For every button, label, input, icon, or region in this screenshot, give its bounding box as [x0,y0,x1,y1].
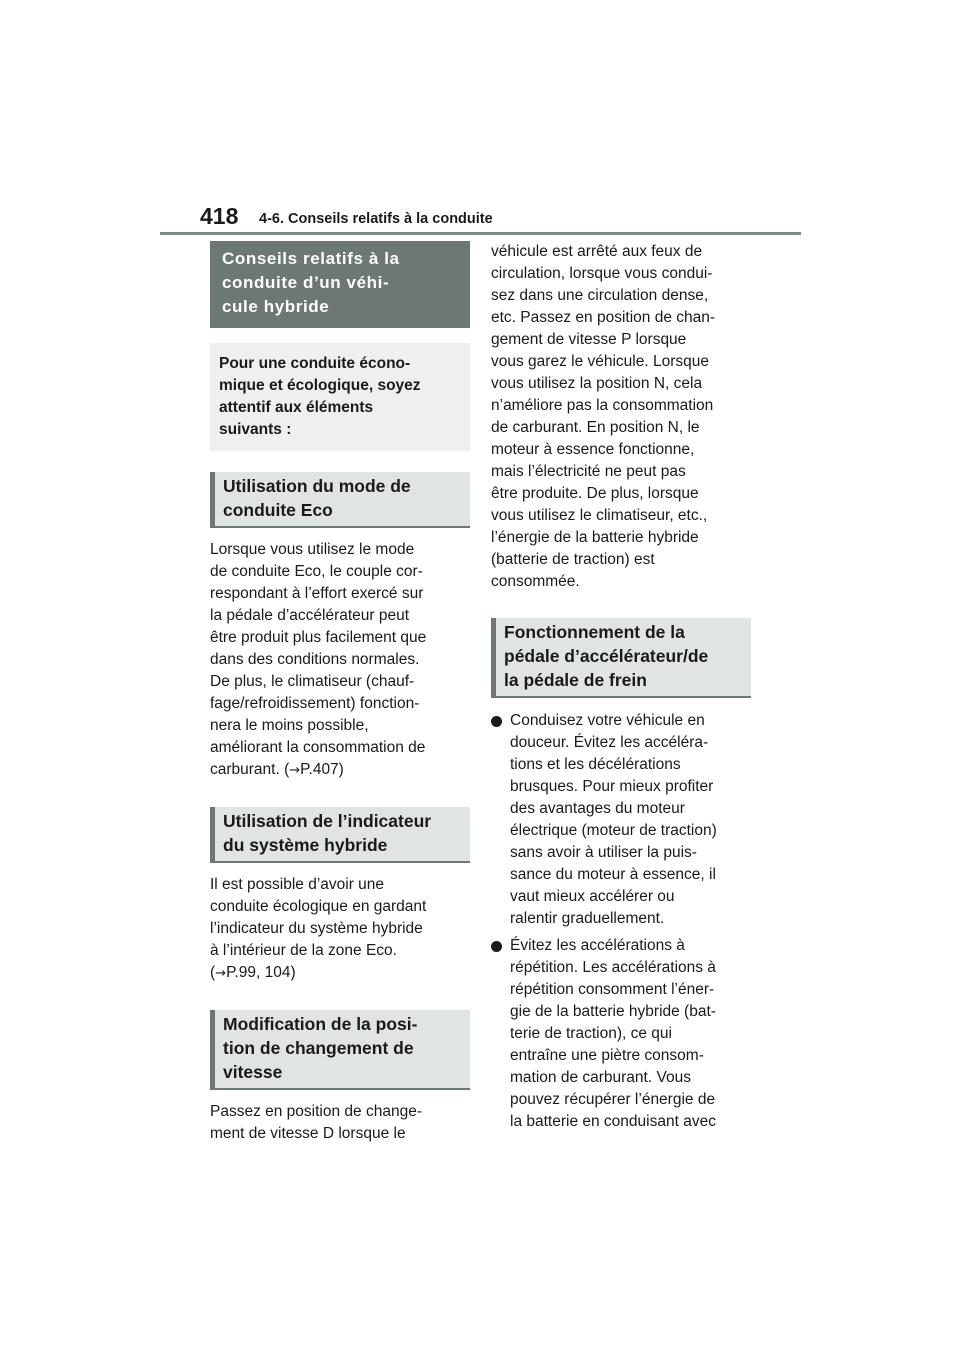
text-line: fage/refroidissement) fonction- [210,695,420,712]
text-line: véhicule est arrêté aux feux de [491,243,703,260]
text-line: conduite écologique en gardant [210,898,427,915]
shift-position-text [210,1101,470,1145]
header-rule [160,232,801,235]
heading-line: Fonctionnement de la [504,622,685,642]
text-line: respondant à l’effort exercé sur [210,585,424,602]
text-line: des avantages du moteur [510,800,685,817]
text-line: Passez en position de change- [210,1103,422,1120]
right-column [491,241,751,1133]
text-line: ment de vitesse D lorsque le [210,1125,406,1142]
text-line: douceur. Évitez les accéléra- [510,734,709,751]
text-line: vous utilisez le climatiseur, etc., [491,507,708,524]
pedal-operation-heading [491,618,751,698]
text-line: mation de carburant. Vous [510,1069,691,1086]
text-line: améliorant la consommation de [210,739,426,756]
text-line: etc. Passez en position de chan- [491,309,716,326]
bullet-icon [491,941,502,952]
shift-position-heading [210,1010,470,1090]
text-line: Évitez les accélérations à [510,937,685,954]
chapter-title-box [210,241,470,328]
text-line: à l’intérieur de la zone Eco. [210,942,397,959]
text-line: gie de la batterie hybride (bat- [510,1003,716,1020]
intro-box [210,343,470,451]
text-line: électrique (moteur de traction) [510,822,717,839]
hybrid-indicator-text [210,874,470,985]
page-number: 418 [200,203,239,229]
text-line: mais l’électricité ne peut pas [491,463,686,480]
shift-position-text-continued [491,241,751,593]
text-line: l’indicateur du système hybride [210,920,423,937]
text-line: de conduite Eco, le couple cor- [210,563,423,580]
page-reference-link[interactable]: P.407) [300,761,344,778]
text-line: consommée. [491,573,580,590]
bullet-icon [491,716,502,727]
text-line: l’énergie de la batterie hybride [491,529,699,546]
text-line: (batterie de traction) est [491,551,655,568]
text-line: répétition consomment l’éner- [510,981,715,998]
text-line: brusques. Pour mieux profiter [510,778,714,795]
text-line: De plus, le climatiseur (chauf- [210,673,415,690]
text-fragment: carburant. ( [210,761,290,778]
chapter-title-line: Conseils relatifs à la [222,249,400,268]
heading-line: pédale d’accélérateur/de [504,646,709,666]
text-line: n’améliore pas la consommation [491,397,714,414]
text-line: répétition. Les accélérations à [510,959,716,976]
text-line: vous utilisez la position N, cela [491,375,703,392]
text-line: vous garez le véhicule. Lorsque [491,353,709,370]
bullet-item-repeated-acceleration [491,935,751,1133]
heading-line: la pédale de frein [504,670,647,690]
text-line: être produit plus facilement que [210,629,427,646]
text-line [210,962,470,985]
text-line: terie de traction), ce qui [510,1025,672,1042]
text-line: entraîne une piètre consom- [510,1047,704,1064]
chapter-title-line: cule hybride [222,297,330,316]
left-column [210,241,470,1145]
text-line: Lorsque vous utilisez le mode [210,541,415,558]
intro-line: mique et écologique, soyez [219,377,421,394]
text-line: être produite. De plus, lorsque [491,485,699,502]
text-line: moteur à essence fonctionne, [491,441,695,458]
text-line: la batterie en conduisant avec [510,1113,716,1130]
hybrid-indicator-heading [210,807,470,863]
text-line: circulation, lorsque vous condui- [491,265,713,282]
text-line: dans des conditions normales. [210,651,420,668]
page-reference-link[interactable]: P.99, 104) [226,964,296,981]
intro-line: suivants : [219,421,292,438]
text-line: sez dans une circulation dense, [491,287,709,304]
intro-line: Pour une conduite écono- [219,355,411,372]
eco-mode-heading [210,472,470,528]
text-line [210,759,470,782]
heading-line: Utilisation du mode de [223,476,411,496]
text-line: Il est possible d’avoir une [210,876,385,893]
text-line: tions et les décélérations [510,756,681,773]
text-line: de carburant. En position N, le [491,419,700,436]
text-line: sance du moteur à essence, il [510,866,716,883]
eco-mode-text [210,539,470,782]
text-line: gement de vitesse P lorsque [491,331,687,348]
text-line: pouvez récupérer l’énergie de [510,1091,716,1108]
arrow-icon: → [289,763,301,778]
text-line: ralentir graduellement. [510,910,665,927]
heading-line: tion de changement de [223,1038,414,1058]
text-line: nera le moins possible, [210,717,369,734]
chapter-title-line: conduite d’un véhi- [222,273,390,292]
heading-line: Modification de la posi- [223,1014,418,1034]
section-title: 4-6. Conseils relatifs à la conduite [259,211,493,227]
intro-line: attentif aux éléments [219,399,374,416]
bullet-item-smooth-driving [491,710,751,930]
text-line: vaut mieux accélérer ou [510,888,675,905]
heading-line: conduite Eco [223,500,333,520]
heading-line: Utilisation de l’indicateur [223,811,432,831]
text-line: la pédale d’accélérateur peut [210,607,410,624]
text-fragment: ( [210,964,216,981]
text-line: sans avoir à utiliser la puis- [510,844,697,861]
heading-line: vitesse [223,1062,283,1082]
text-line: Conduisez votre véhicule en [510,712,705,729]
arrow-icon: → [215,966,227,981]
heading-line: du système hybride [223,835,388,855]
